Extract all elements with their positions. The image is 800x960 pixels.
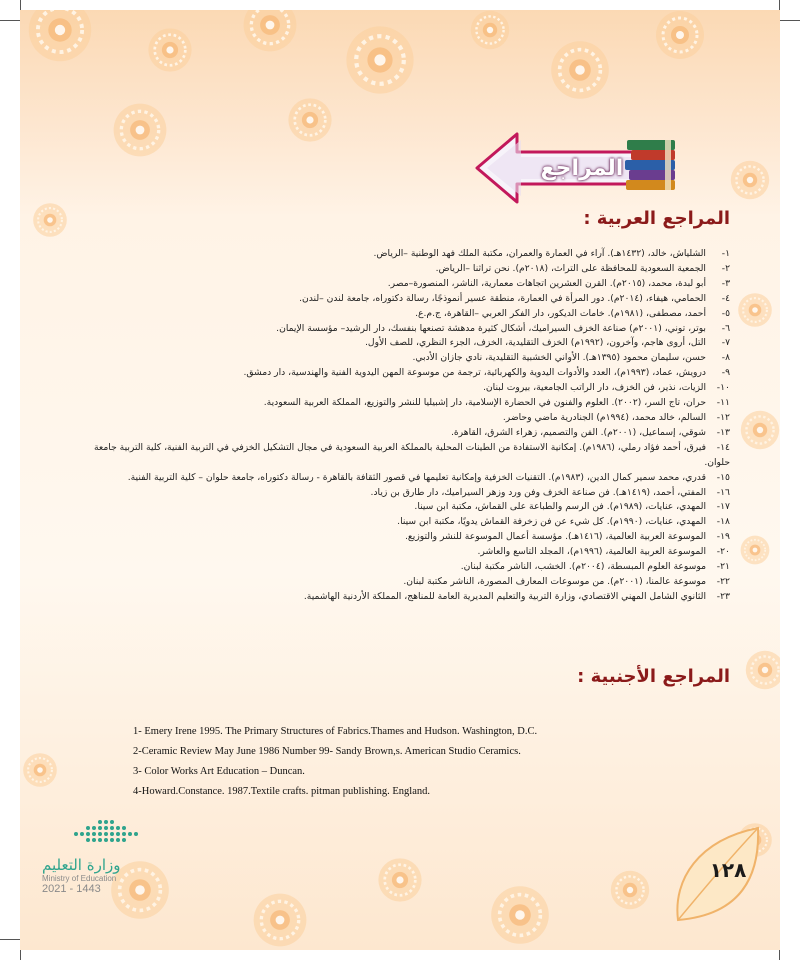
list-item: 3- Color Works Art Education – Duncan.: [133, 766, 305, 777]
list-item: ١٥-قدري، محمد سمير كمال الدين، (١٩٨٣م). التقنيات الخزفية وإمكانية تعليمها في قصور الثقافة بالقاهرة - رسالة دكتوراه، جامعة حلوان – كلية التربية الفنية.: [127, 471, 730, 483]
list-item: ٢١-موسوعة العلوم المبسطة، (٢٠٠٤م). الخشب، الناشر مكتبة لبنان.: [460, 561, 730, 573]
list-item: ١-الشلياش، خالد، (١٤٣٢هـ). آراء في العمارة والعمران، مكتبة الملك فهد الوطنية –الرياض.: [373, 248, 730, 259]
crop-mark: [0, 20, 22, 21]
list-item: ٨-حسن، سليمان محمود (١٣٩٥هـ). الأواني الخشبية التقليدية، نادي جازان الأدبي.: [412, 352, 730, 364]
books-icon: [623, 130, 683, 200]
list-item: 1- Emery Irene 1995. The Primary Structures of Fabrics.Thames and Hudson. Washington, D.C.: [133, 726, 538, 737]
book-page: [20, 10, 780, 950]
list-item: ٢-الجمعية السعودية للمحافظة على التراث، (٢٠١٨م). نحن تراثنا –الرياض.: [435, 262, 730, 274]
list-item: ١٧-المهدي، عنايات، (١٩٨٩م). فن الرسم والطباعة على القماش، مكتبة ابن سينا.: [414, 501, 730, 513]
foreign-references-list: [133, 722, 693, 802]
list-item: ١٩-الموسوعة العربية العالمية، (١٤١٦هـ). مؤسسة أعمال الموسوعة للنشر والتوزيع.: [404, 531, 730, 543]
logo-name: وزارة التعليم: [42, 856, 121, 874]
foreign-references-heading: المراجع الأجنبية :: [577, 666, 730, 687]
list-item: ٧-التل، أروى هاجم، وآخرون، (١٩٩٢م) الخزف التقليدية، الخزف، الجزء النظري، للصف الأول.: [365, 337, 730, 349]
list-item: ٣-أبو لبدة، محمد، (٢٠١٥م). القرن العشرين اتجاهات معمارية، الناشر، المنصورة–مصر.: [387, 277, 730, 289]
list-item: ١٤-فيرق، أحمد فؤاد رملي، (١٩٨٦م). إمكانية الاستفادة من الطينات المحلية بالمملكة العربية السعودية في مجال التشكيل الخزفي في التربية الفنية، كلية التربية جامعة حلوان.: [93, 441, 730, 468]
arabic-references-heading: المراجع العربية :: [583, 208, 730, 229]
list-item: ١٣-شوقي، إسماعيل، (٢٠٠١م). الفن والتصميم، زهراء الشرق، القاهرة.: [450, 426, 730, 438]
list-item: ٢٠-الموسوعة العربية العالمية، (١٩٩٦م)، المجلد التاسع والعاشر.: [477, 546, 730, 558]
list-item: ٢٢-موسوعة عالمنا، (٢٠٠١م). من موسوعات المعارف المصورة، الناشر مكتبة لبنان.: [403, 575, 730, 587]
list-item: ٤-الحمامي، هيفاء، (٢٠١٤م). دور المرأة في العمارة، منطقة عسير أنموذجًا، رسالة دكتوراه، جامعة لندن –لندن.: [299, 292, 730, 304]
list-item: ١٦-المفتي، أحمد، (١٤١٩هـ). فن صناعة الخزف وفن ورد وزهر السيراميك، دار طارق بن زياد.: [370, 486, 730, 498]
list-item: ١١-حران، تاج السر، (٢٠٠٢). العلوم والفنون في الحضارة الإسلامية، دار إشبيليا للنشر والتوزيع، المملكة العربية السعودية.: [263, 397, 730, 409]
list-item: ٩-درويش، عماد، (١٩٩٣م)، العدد والأدوات اليدوية والكهربائية، ترجمة من موسوعة المهن اليدوية الفنية والهندسية، دار دمشق.: [243, 367, 730, 379]
list-item: ٥-أحمد، مصطفى، (١٩٨١م). خامات الديكور، دار الفكر العربي –القاهرة، ج.م.ع.: [415, 307, 730, 319]
list-item: 2-Ceramic Review May June 1986 Number 99- Sandy Brown,s. American Studio Ceramics.: [133, 746, 521, 757]
list-item: ٦-بوتر، توني، (٢٠٠١م) صناعة الخزف السيراميك، أشكال كثيرة مدهشة تصنعها بنفسك، دار الرشيد– مؤسسة الإيمان.: [276, 322, 730, 334]
list-item: ١٠-الزيات، نذير، فن الخزف، دار الراتب الجامعية، بيروت لبنان.: [483, 382, 730, 394]
crop-mark: [778, 20, 800, 21]
arabic-references-list: [90, 247, 730, 605]
page-number: ١٢٨: [709, 858, 747, 882]
list-item: ٢٣-الثانوي الشامل المهني الاقتصادي، وزارة التربية والتعليم المديرية العامة للمناهج، المملكة الأردنية الهاشمية.: [303, 590, 730, 602]
logo-subtitle: Ministry of Education: [42, 874, 117, 883]
crop-mark: [0, 939, 22, 940]
ministry-logo: [42, 818, 172, 895]
list-item: ١٨-المهدي، عنايات، (١٩٩٠م). كل شيء عن فن زخرفة القماش يدويًا، مكتبة ابن سينا.: [397, 516, 730, 528]
title-banner: [475, 128, 700, 208]
page-title: المراجع: [540, 156, 624, 181]
list-item: 4-Howard.Constance. 1987.Textile crafts. pitman publishing. England.: [133, 786, 430, 797]
dotted-logo-icon: [42, 818, 162, 852]
logo-year: 2021 - 1443: [42, 883, 101, 895]
list-item: ١٢-السالم، خالد محمد، (١٩٩٤م) الجنادرية ماضي وحاضر.: [502, 411, 730, 423]
